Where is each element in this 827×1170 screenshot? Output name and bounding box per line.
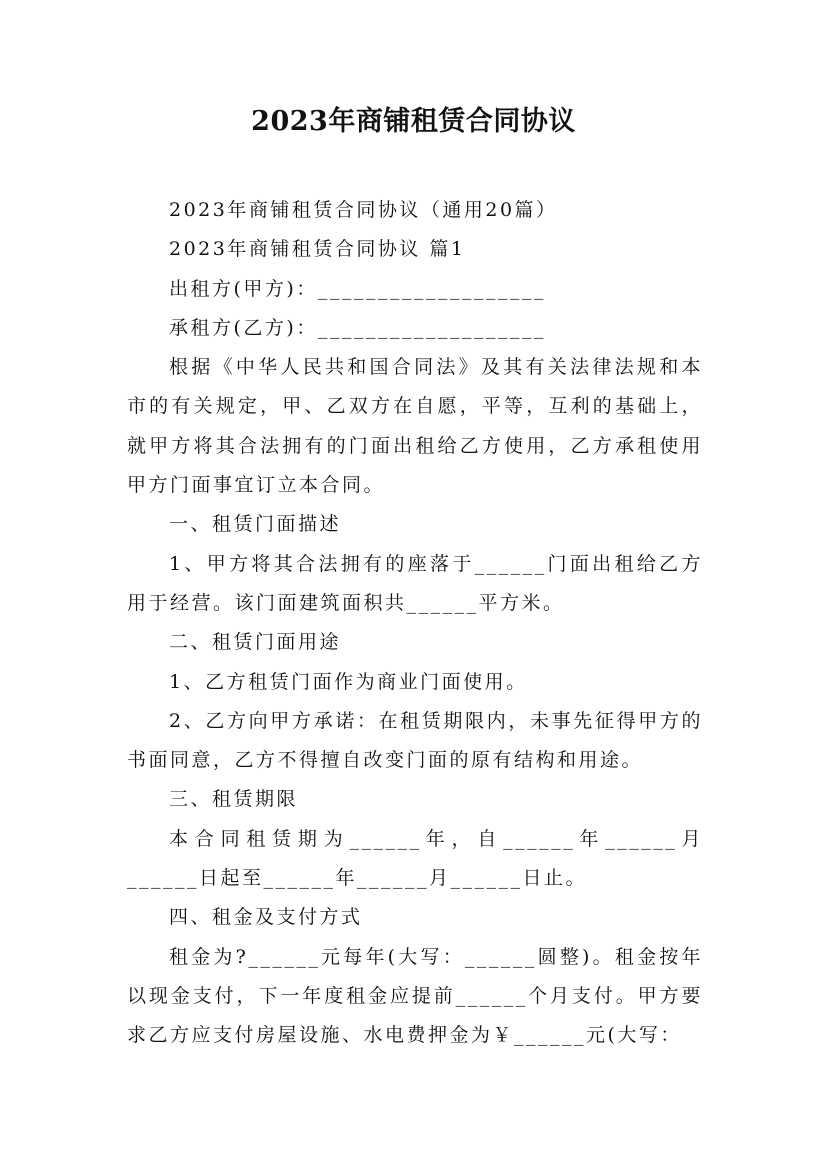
document-title: 2023年商铺租赁合同协议 bbox=[251, 106, 576, 137]
preamble-paragraph: 根据《中华人民共和国合同法》及其有关法律法规和本市的有关规定，甲、乙双方在自愿，平等，互利的基础上，就甲方将其合法拥有的门面出租给乙方使用，乙方承租使用甲方门面事宜订立本合同。 bbox=[127, 356, 703, 497]
lessee-field: 承租方(乙方)：___________________ bbox=[169, 316, 546, 339]
clause-1-item-1: 1、甲方将其合法拥有的座落于______门面出租给乙方用于经营。该门面建筑面积共______平方米。 bbox=[127, 552, 703, 614]
clause-2-item-2: 2、乙方向甲方承诺：在租赁期限内，未事先征得甲方的书面同意，乙方不得擅自改变门面的原有结构和用途。 bbox=[127, 709, 703, 772]
clause-heading-3: 三、租赁期限 bbox=[169, 788, 299, 811]
clause-2-item-1: 1、乙方租赁门面作为商业门面使用。 bbox=[169, 670, 528, 693]
lessor-field: 出租方(甲方)：___________________ bbox=[169, 277, 546, 300]
section-heading-part-1: 2023年商铺租赁合同协议 篇1 bbox=[169, 238, 466, 261]
clause-4-rent: 租金为?______元每年(大写：______圆整)。租金按年以现金支付，下一年度租金应提前______个月支付。甲方要求乙方应支付房屋设施、水电费押金为￥______元(大写： bbox=[127, 945, 703, 1047]
subtitle-paragraph: 2023年商铺租赁合同协议（通用20篇） bbox=[169, 199, 558, 221]
clause-heading-2: 二、租赁门面用途 bbox=[169, 631, 342, 654]
clause-heading-4: 四、租金及支付方式 bbox=[169, 906, 363, 929]
clause-3-term: 本合同租赁期为______年，自______年______月______日起至______年______月______日止。 bbox=[127, 827, 703, 890]
document-body bbox=[127, 191, 703, 1056]
clause-heading-1: 一、租赁门面描述 bbox=[169, 513, 342, 536]
